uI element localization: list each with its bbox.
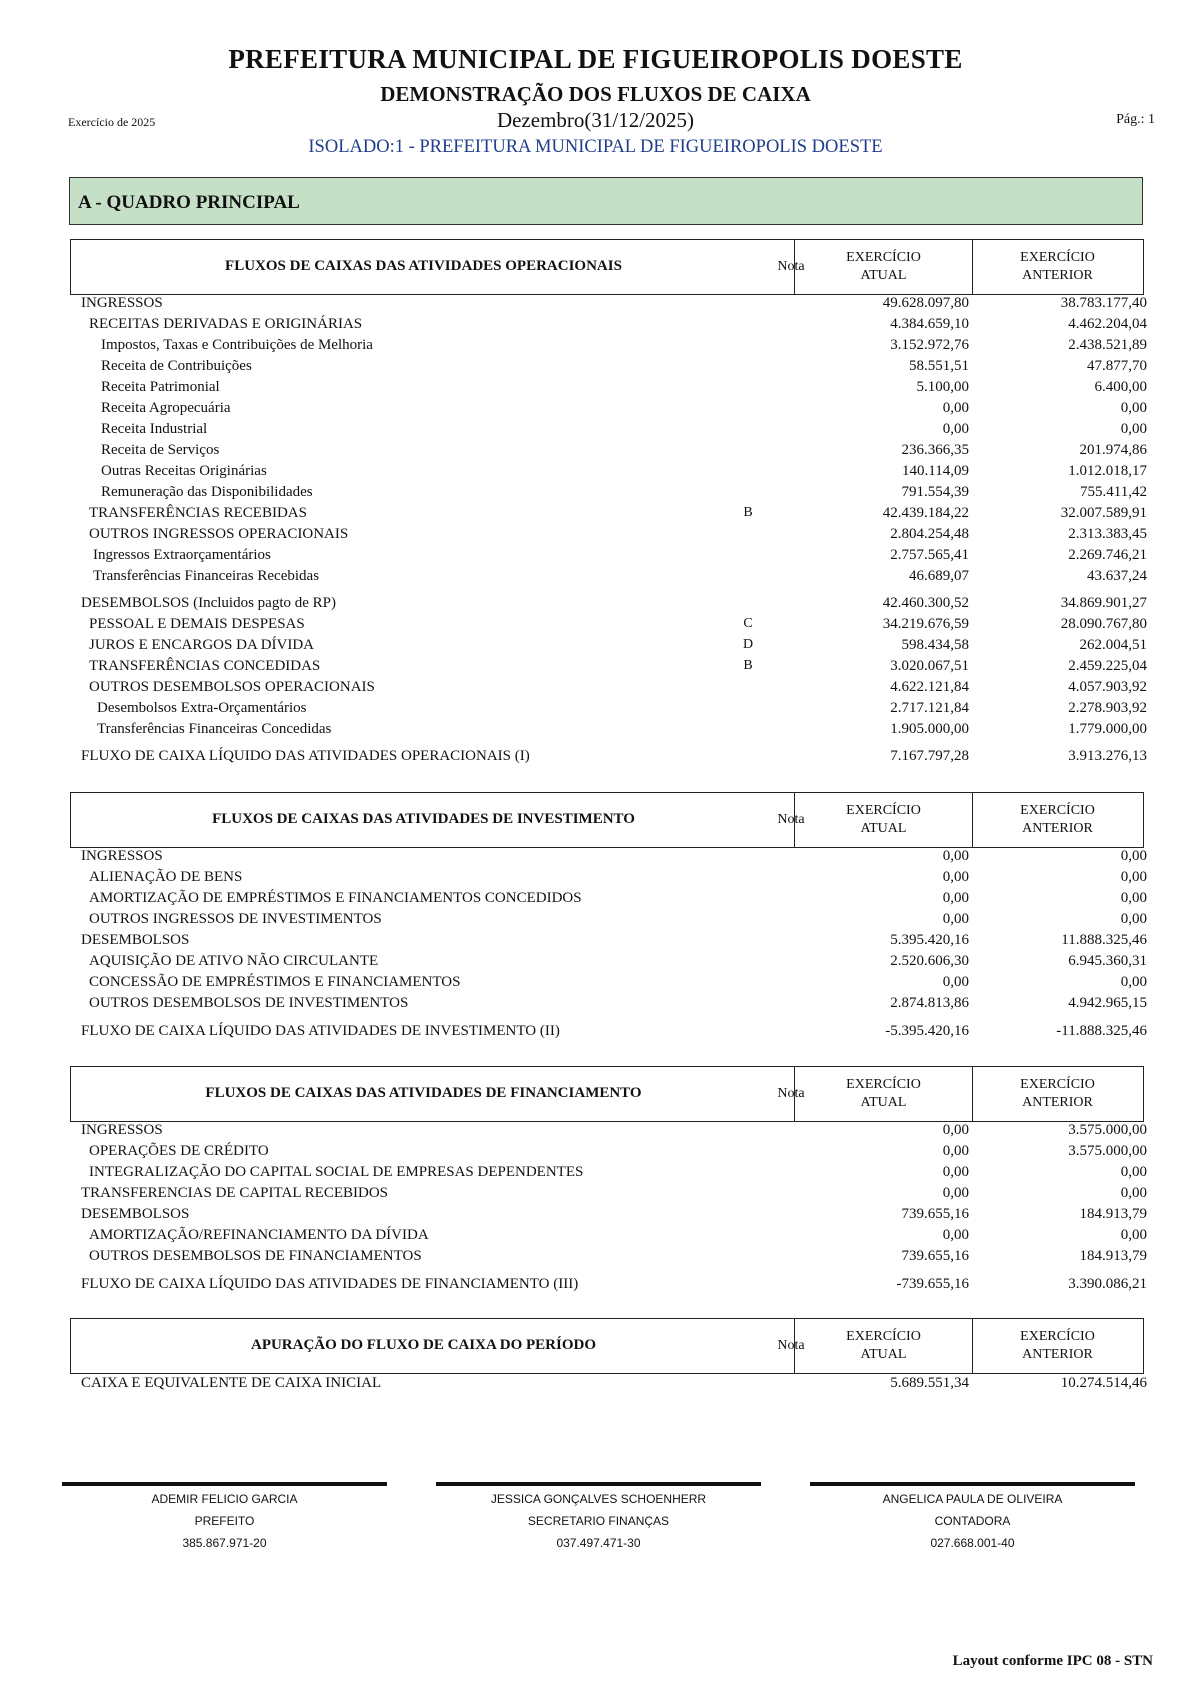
row-value-atual: 5.100,00 — [916, 379, 969, 395]
table-row — [0, 677, 1191, 697]
quadro-principal-label: A - QUADRO PRINCIPAL — [78, 192, 300, 213]
row-value-atual: 0,00 — [942, 400, 969, 416]
row-value-anterior: 28.090.767,80 — [1060, 616, 1147, 632]
document-subtitle: DEMONSTRAÇÃO DOS FLUXOS DE CAIXA — [380, 82, 811, 106]
row-value-atual: 2.757.565,41 — [890, 547, 969, 563]
table-row — [0, 335, 1191, 355]
table-row — [0, 1141, 1191, 1161]
table-row — [0, 930, 1191, 950]
row-label: Ingressos Extraorçamentários — [93, 547, 271, 563]
table-row — [0, 972, 1191, 992]
row-value-anterior: 184.913,79 — [1079, 1248, 1147, 1264]
row-value-atual: 2.520.606,30 — [890, 953, 969, 969]
row-label: INTEGRALIZAÇÃO DO CAPITAL SOCIAL DE EMPRESAS DEPENDENTES — [89, 1164, 584, 1180]
entity-label: ISOLADO:1 - PREFEITURA MUNICIPAL DE FIGUEIROPOLIS DOESTE — [308, 137, 883, 157]
section-header-operacionais — [70, 239, 1144, 295]
row-value-anterior: 2.269.746,21 — [1068, 547, 1147, 563]
signature-cpf: 385.867.971-20 — [182, 1536, 267, 1550]
row-value-atual: -739.655,16 — [896, 1276, 969, 1292]
row-value-atual: 0,00 — [942, 974, 969, 990]
row-value-anterior: 3.913.276,13 — [1068, 748, 1147, 764]
row-label: Desembolsos Extra-Orçamentários — [97, 700, 307, 716]
table-row — [0, 1183, 1191, 1203]
row-value-atual: 0,00 — [942, 1185, 969, 1201]
row-value-anterior: 2.459.225,04 — [1068, 658, 1147, 674]
row-label: TRANSFERENCIAS DE CAPITAL RECEBIDOS — [81, 1185, 389, 1201]
row-value-anterior: 0,00 — [1120, 1185, 1147, 1201]
row-label: OUTROS DESEMBOLSOS DE FINANCIAMENTOS — [89, 1248, 422, 1264]
row-value-atual: 42.460.300,52 — [882, 595, 969, 611]
column-header-line: EXERCÍCIO — [1020, 1077, 1095, 1092]
column-header-line: EXERCÍCIO — [1020, 250, 1095, 265]
nota-column-header: Nota — [777, 1338, 805, 1353]
row-value-atual: 5.395.420,16 — [890, 932, 969, 948]
row-value-anterior: 11.888.325,46 — [1061, 932, 1147, 948]
column-header-line: ATUAL — [860, 268, 907, 283]
column-header-line: ANTERIOR — [1022, 268, 1093, 283]
row-value-anterior: 2.278.903,92 — [1068, 700, 1147, 716]
quadro-principal-banner — [69, 177, 1143, 225]
signature-role: PREFEITO — [194, 1514, 255, 1528]
row-value-atual: 791.554,39 — [901, 484, 969, 500]
signature-role: SECRETARIO FINANÇAS — [527, 1514, 670, 1528]
row-value-atual: 3.152.972,76 — [890, 337, 969, 353]
section-title: APURAÇÃO DO FLUXO DE CAIXA DO PERÍODO — [250, 1337, 596, 1353]
table-row — [0, 377, 1191, 397]
atual-column-header — [794, 1067, 972, 1121]
table-row — [0, 909, 1191, 929]
table-row — [0, 614, 1191, 634]
signature-name: ANGELICA PAULA DE OLIVEIRA — [882, 1492, 1063, 1506]
row-label: OUTROS DESEMBOLSOS OPERACIONAIS — [89, 679, 375, 695]
row-value-anterior: 6.945.360,31 — [1068, 953, 1147, 969]
row-label: Receita de Serviços — [101, 442, 220, 458]
row-value-anterior: 10.274.514,46 — [1060, 1375, 1147, 1391]
row-label: TRANSFERÊNCIAS CONCEDIDAS — [89, 658, 321, 674]
table-row — [0, 1120, 1191, 1140]
table-row — [0, 993, 1191, 1013]
row-label: INGRESSOS — [81, 848, 163, 864]
table-row — [0, 1373, 1191, 1393]
row-value-anterior: 0,00 — [1120, 869, 1147, 885]
table-row — [0, 1162, 1191, 1182]
column-header-line: ANTERIOR — [1022, 1095, 1093, 1110]
row-label: INGRESSOS — [81, 1122, 163, 1138]
row-value-anterior: 3.390.086,21 — [1068, 1276, 1147, 1292]
table-row — [0, 524, 1191, 544]
nota-column-header: Nota — [777, 259, 805, 274]
table-row — [0, 461, 1191, 481]
anterior-column-header — [972, 1319, 1142, 1373]
table-row — [0, 1274, 1191, 1294]
table-row — [0, 356, 1191, 376]
row-label: Remuneração das Disponibilidades — [101, 484, 313, 500]
nota-column-header: Nota — [777, 1086, 805, 1101]
table-row — [0, 293, 1191, 313]
row-label: RECEITAS DERIVADAS E ORIGINÁRIAS — [89, 316, 363, 332]
column-header-line: EXERCÍCIO — [846, 1329, 921, 1344]
row-label: Receita Industrial — [101, 421, 208, 437]
row-nota: C — [743, 616, 753, 631]
row-value-anterior: 0,00 — [1120, 848, 1147, 864]
table-row — [0, 314, 1191, 334]
column-header-line: ATUAL — [860, 1347, 907, 1362]
row-value-atual: 4.384.659,10 — [890, 316, 969, 332]
column-header-line: ANTERIOR — [1022, 821, 1093, 836]
nota-column-header: Nota — [777, 812, 805, 827]
row-label: Receita de Contribuições — [101, 358, 252, 374]
column-header-line: ANTERIOR — [1022, 1347, 1093, 1362]
row-value-atual: 5.689.551,34 — [890, 1375, 969, 1391]
row-label: CONCESSÃO DE EMPRÉSTIMOS E FINANCIAMENTOS — [89, 974, 461, 990]
row-value-anterior: 1.012.018,17 — [1068, 463, 1147, 479]
row-label: OUTROS DESEMBOLSOS DE INVESTIMENTOS — [89, 995, 409, 1011]
row-value-atual: 0,00 — [942, 1227, 969, 1243]
row-label: Transferências Financeiras Concedidas — [97, 721, 332, 737]
row-label: OUTROS INGRESSOS DE INVESTIMENTOS — [89, 911, 382, 927]
table-row — [0, 746, 1191, 766]
row-value-atual: 0,00 — [942, 1143, 969, 1159]
row-label: Receita Patrimonial — [101, 379, 220, 395]
row-label: AMORTIZAÇÃO DE EMPRÉSTIMOS E FINANCIAMENTOS CONCEDIDOS — [89, 890, 582, 906]
row-label: Impostos, Taxas e Contribuições de Melhoria — [101, 337, 373, 353]
anterior-column-header — [972, 1067, 1142, 1121]
row-label: Transferências Financeiras Recebidas — [93, 568, 320, 584]
row-value-atual: 42.439.184,22 — [882, 505, 969, 521]
table-row — [0, 656, 1191, 676]
row-value-atual: 0,00 — [942, 1122, 969, 1138]
row-value-atual: 0,00 — [942, 911, 969, 927]
table-row — [0, 398, 1191, 418]
period-label: Dezembro(31/12/2025) — [496, 108, 695, 132]
row-value-anterior: 0,00 — [1120, 974, 1147, 990]
table-row — [0, 951, 1191, 971]
row-label: AMORTIZAÇÃO/REFINANCIAMENTO DA DÍVIDA — [89, 1227, 429, 1243]
row-value-atual: 739.655,16 — [901, 1206, 969, 1222]
section-header-apuracao — [70, 1318, 1144, 1374]
table-row — [0, 1021, 1191, 1041]
row-label: CAIXA E EQUIVALENTE DE CAIXA INICIAL — [81, 1375, 382, 1391]
atual-column-header — [794, 240, 972, 294]
row-nota: D — [742, 637, 754, 652]
row-value-atual: 0,00 — [942, 869, 969, 885]
atual-column-header — [794, 793, 972, 847]
signature-role: CONTADORA — [934, 1514, 1011, 1528]
column-header-line: EXERCÍCIO — [1020, 803, 1095, 818]
row-value-anterior: 32.007.589,91 — [1060, 505, 1147, 521]
row-value-anterior: 3.575.000,00 — [1068, 1143, 1147, 1159]
column-header-line: ATUAL — [860, 1095, 907, 1110]
table-row — [0, 635, 1191, 655]
row-label: ALIENAÇÃO DE BENS — [89, 869, 243, 885]
table-row — [0, 719, 1191, 739]
table-row — [0, 440, 1191, 460]
row-value-anterior: 0,00 — [1120, 421, 1147, 437]
row-value-atual: 2.874.813,86 — [890, 995, 969, 1011]
layout-footer: Layout conforme IPC 08 - STN — [952, 1653, 1153, 1669]
row-value-anterior: 34.869.901,27 — [1060, 595, 1147, 611]
table-row — [0, 1204, 1191, 1224]
row-value-anterior: 2.313.383,45 — [1068, 526, 1147, 542]
row-value-atual: 0,00 — [942, 421, 969, 437]
section-title: FLUXOS DE CAIXAS DAS ATIVIDADES DE INVESTIMENTO — [212, 811, 635, 827]
row-label: FLUXO DE CAIXA LÍQUIDO DAS ATIVIDADES DE INVESTIMENTO (II) — [81, 1023, 560, 1039]
row-value-atual: 0,00 — [942, 890, 969, 906]
row-value-atual: 34.219.676,59 — [882, 616, 969, 632]
signature-cpf: 037.497.471-30 — [556, 1536, 641, 1550]
signature-line — [436, 1482, 761, 1486]
table-row — [0, 419, 1191, 439]
row-value-atual: 58.551,51 — [909, 358, 969, 374]
row-value-atual: 2.804.254,48 — [890, 526, 969, 542]
atual-column-header — [794, 1319, 972, 1373]
row-nota: B — [743, 505, 753, 520]
row-label: TRANSFERÊNCIAS RECEBIDAS — [89, 505, 307, 521]
row-label: FLUXO DE CAIXA LÍQUIDO DAS ATIVIDADES DE FINANCIAMENTO (III) — [81, 1276, 579, 1292]
row-value-atual: 236.366,35 — [901, 442, 969, 458]
row-value-anterior: 184.913,79 — [1079, 1206, 1147, 1222]
row-value-anterior: 0,00 — [1120, 890, 1147, 906]
row-value-anterior: 201.974,86 — [1079, 442, 1147, 458]
row-value-anterior: 0,00 — [1120, 1164, 1147, 1180]
table-row — [0, 593, 1191, 613]
signature-line — [62, 1482, 387, 1486]
column-header-line: EXERCÍCIO — [1020, 1329, 1095, 1344]
signature-name: ADEMIR FELICIO GARCIA — [151, 1492, 298, 1506]
row-value-anterior: 4.057.903,92 — [1068, 679, 1147, 695]
table-row — [0, 545, 1191, 565]
page-title: PREFEITURA MUNICIPAL DE FIGUEIROPOLIS DOESTE — [228, 44, 963, 74]
signature-cpf: 027.668.001-40 — [930, 1536, 1015, 1550]
row-label: JUROS E ENCARGOS DA DÍVIDA — [89, 637, 315, 653]
table-row — [0, 888, 1191, 908]
row-label: PESSOAL E DEMAIS DESPESAS — [89, 616, 305, 632]
row-value-anterior: 0,00 — [1120, 1227, 1147, 1243]
row-value-anterior: 38.783.177,40 — [1060, 295, 1147, 311]
column-header-line: EXERCÍCIO — [846, 803, 921, 818]
row-value-anterior: 6.400,00 — [1094, 379, 1147, 395]
row-value-anterior: 47.877,70 — [1087, 358, 1147, 374]
row-value-anterior: 3.575.000,00 — [1068, 1122, 1147, 1138]
signature-line — [810, 1482, 1135, 1486]
row-value-atual: 739.655,16 — [901, 1248, 969, 1264]
row-label: INGRESSOS — [81, 295, 163, 311]
row-value-anterior: 0,00 — [1120, 911, 1147, 927]
section-header-financiamento — [70, 1066, 1144, 1122]
row-label: DESEMBOLSOS — [81, 932, 190, 948]
row-value-anterior: 2.438.521,89 — [1068, 337, 1147, 353]
section-title: FLUXOS DE CAIXAS DAS ATIVIDADES DE FINANCIAMENTO — [205, 1085, 642, 1101]
row-value-anterior: 1.779.000,00 — [1068, 721, 1147, 737]
row-value-atual: 3.020.067,51 — [890, 658, 969, 674]
row-value-anterior: 43.637,24 — [1087, 568, 1147, 584]
table-row — [0, 482, 1191, 502]
section-title: FLUXOS DE CAIXAS DAS ATIVIDADES OPERACIONAIS — [225, 258, 622, 274]
row-label: OUTROS INGRESSOS OPERACIONAIS — [89, 526, 349, 542]
table-row — [0, 698, 1191, 718]
row-value-atual: 49.628.097,80 — [882, 295, 969, 311]
row-value-atual: 1.905.000,00 — [890, 721, 969, 737]
column-header-line: EXERCÍCIO — [846, 250, 921, 265]
anterior-column-header — [972, 240, 1142, 294]
row-value-anterior: 4.942.965,15 — [1068, 995, 1147, 1011]
table-row — [0, 503, 1191, 523]
column-header-line: ATUAL — [860, 821, 907, 836]
row-value-atual: 140.114,09 — [902, 463, 969, 479]
table-row — [0, 566, 1191, 586]
row-label: OPERAÇÕES DE CRÉDITO — [89, 1143, 269, 1159]
table-row — [0, 1246, 1191, 1266]
row-value-atual: 46.689,07 — [909, 568, 969, 584]
row-label: Receita Agropecuária — [101, 400, 231, 416]
row-label: FLUXO DE CAIXA LÍQUIDO DAS ATIVIDADES OPERACIONAIS (I) — [81, 748, 530, 764]
section-header-investimento — [70, 792, 1144, 848]
row-value-atual: 7.167.797,28 — [890, 748, 969, 764]
row-label: AQUISIÇÃO DE ATIVO NÃO CIRCULANTE — [89, 953, 379, 969]
exercise-year: Exercício de 2025 — [68, 115, 156, 129]
row-value-anterior: -11.888.325,46 — [1056, 1023, 1147, 1039]
column-header-line: EXERCÍCIO — [846, 1077, 921, 1092]
row-label: Outras Receitas Originárias — [101, 463, 267, 479]
row-value-atual: 0,00 — [942, 848, 969, 864]
table-row — [0, 867, 1191, 887]
row-value-atual: -5.395.420,16 — [885, 1023, 969, 1039]
row-value-anterior: 262.004,51 — [1079, 637, 1147, 653]
row-nota: B — [743, 658, 753, 673]
anterior-column-header — [972, 793, 1142, 847]
table-row — [0, 846, 1191, 866]
row-value-anterior: 0,00 — [1120, 400, 1147, 416]
row-label: DESEMBOLSOS (Incluidos pagto de RP) — [81, 595, 336, 611]
row-value-atual: 598.434,58 — [901, 637, 969, 653]
row-value-anterior: 4.462.204,04 — [1068, 316, 1147, 332]
table-row — [0, 1225, 1191, 1245]
row-value-atual: 4.622.121,84 — [890, 679, 969, 695]
row-value-atual: 2.717.121,84 — [890, 700, 969, 716]
signature-name: JESSICA GONÇALVES SCHOENHERR — [490, 1492, 707, 1506]
row-value-atual: 0,00 — [942, 1164, 969, 1180]
row-value-anterior: 755.411,42 — [1080, 484, 1147, 500]
row-label: DESEMBOLSOS — [81, 1206, 190, 1222]
page-number: Pág.: 1 — [1116, 112, 1155, 127]
